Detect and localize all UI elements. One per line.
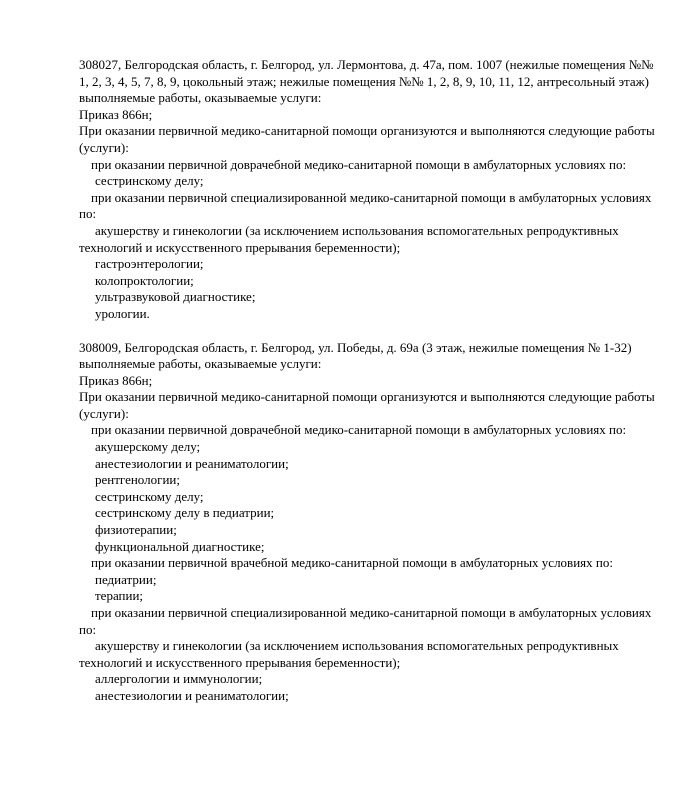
intro-text: При оказании первичной медико-санитарной помощи организуются и выполняются следующие работы (услуги): [79, 123, 655, 155]
list-item: гастроэнтерологии; [95, 256, 204, 272]
block-spacer [79, 323, 657, 340]
list-item: педиатрии; [95, 571, 157, 587]
list-item: урологии. [95, 305, 150, 321]
section-title: при оказании первичной доврачебной медико-санитарной помощи в амбулаторных условиях по: [91, 422, 627, 438]
list-item: анестезиологии и реаниматологии; [95, 687, 289, 703]
list-item: функциональной диагностике; [95, 538, 265, 554]
address-block [79, 57, 657, 323]
list-item: анестезиологии и реаниматологии; [95, 455, 289, 471]
list-item: физиотерапии; [95, 522, 177, 538]
list-item: сестринскому делу; [95, 173, 204, 189]
address-text: 308009, Белгородская область, г. Белгород, ул. Победы, д. 69а (3 этаж, нежилые помещения № 1-32) [79, 339, 632, 355]
works-label: выполняемые работы, оказываемые услуги: [79, 356, 322, 372]
list-item: акушерству и гинекологии (за исключением использования вспомогательных репродуктивных технологий и искусственного прерывания беременности); [79, 638, 619, 670]
address-block [79, 340, 657, 705]
list-item: ультразвуковой диагностике; [95, 289, 256, 305]
list-item: акушерскому делу; [95, 439, 201, 455]
works-label: выполняемые работы, оказываемые услуги: [79, 90, 322, 106]
document-body [79, 57, 657, 705]
list-item: аллергологии и иммунологии; [95, 671, 263, 687]
list-item: сестринскому делу в педиатрии; [95, 505, 275, 521]
intro-text: При оказании первичной медико-санитарной помощи организуются и выполняются следующие работы (услуги): [79, 389, 655, 421]
list-item: колопроктологии; [95, 272, 194, 288]
address-text: 308027, Белгородская область, г. Белгород, ул. Лермонтова, д. 47а, пом. 1007 (нежилые помещения №№ 1, 2, 3, 4, 5, 7, 8, 9, цокольный этаж; нежилые помещения №№ 1, 2, 8, 9, 10, 11, 12, антресольный этаж) [79, 57, 654, 89]
list-item: акушерству и гинекологии (за исключением использования вспомогательных репродуктивных технологий и искусственного прерывания беременности); [79, 222, 619, 255]
list-item: терапии; [95, 588, 144, 604]
order-text: Приказ 866н; [79, 106, 153, 122]
list-item: сестринскому делу; [95, 488, 204, 504]
order-text: Приказ 866н; [79, 372, 153, 388]
section-title: при оказании первичной специализированной медико-санитарной помощи в амбулаторных условиях по: [79, 605, 652, 637]
section-title: при оказании первичной врачебной медико-санитарной помощи в амбулаторных условиях по: [91, 555, 613, 571]
section-title: при оказании первичной специализированной медико-санитарной помощи в амбулаторных условиях по: [79, 189, 652, 222]
section-title: при оказании первичной доврачебной медико-санитарной помощи в амбулаторных условиях по: [91, 156, 627, 172]
list-item: рентгенологии; [95, 472, 180, 488]
